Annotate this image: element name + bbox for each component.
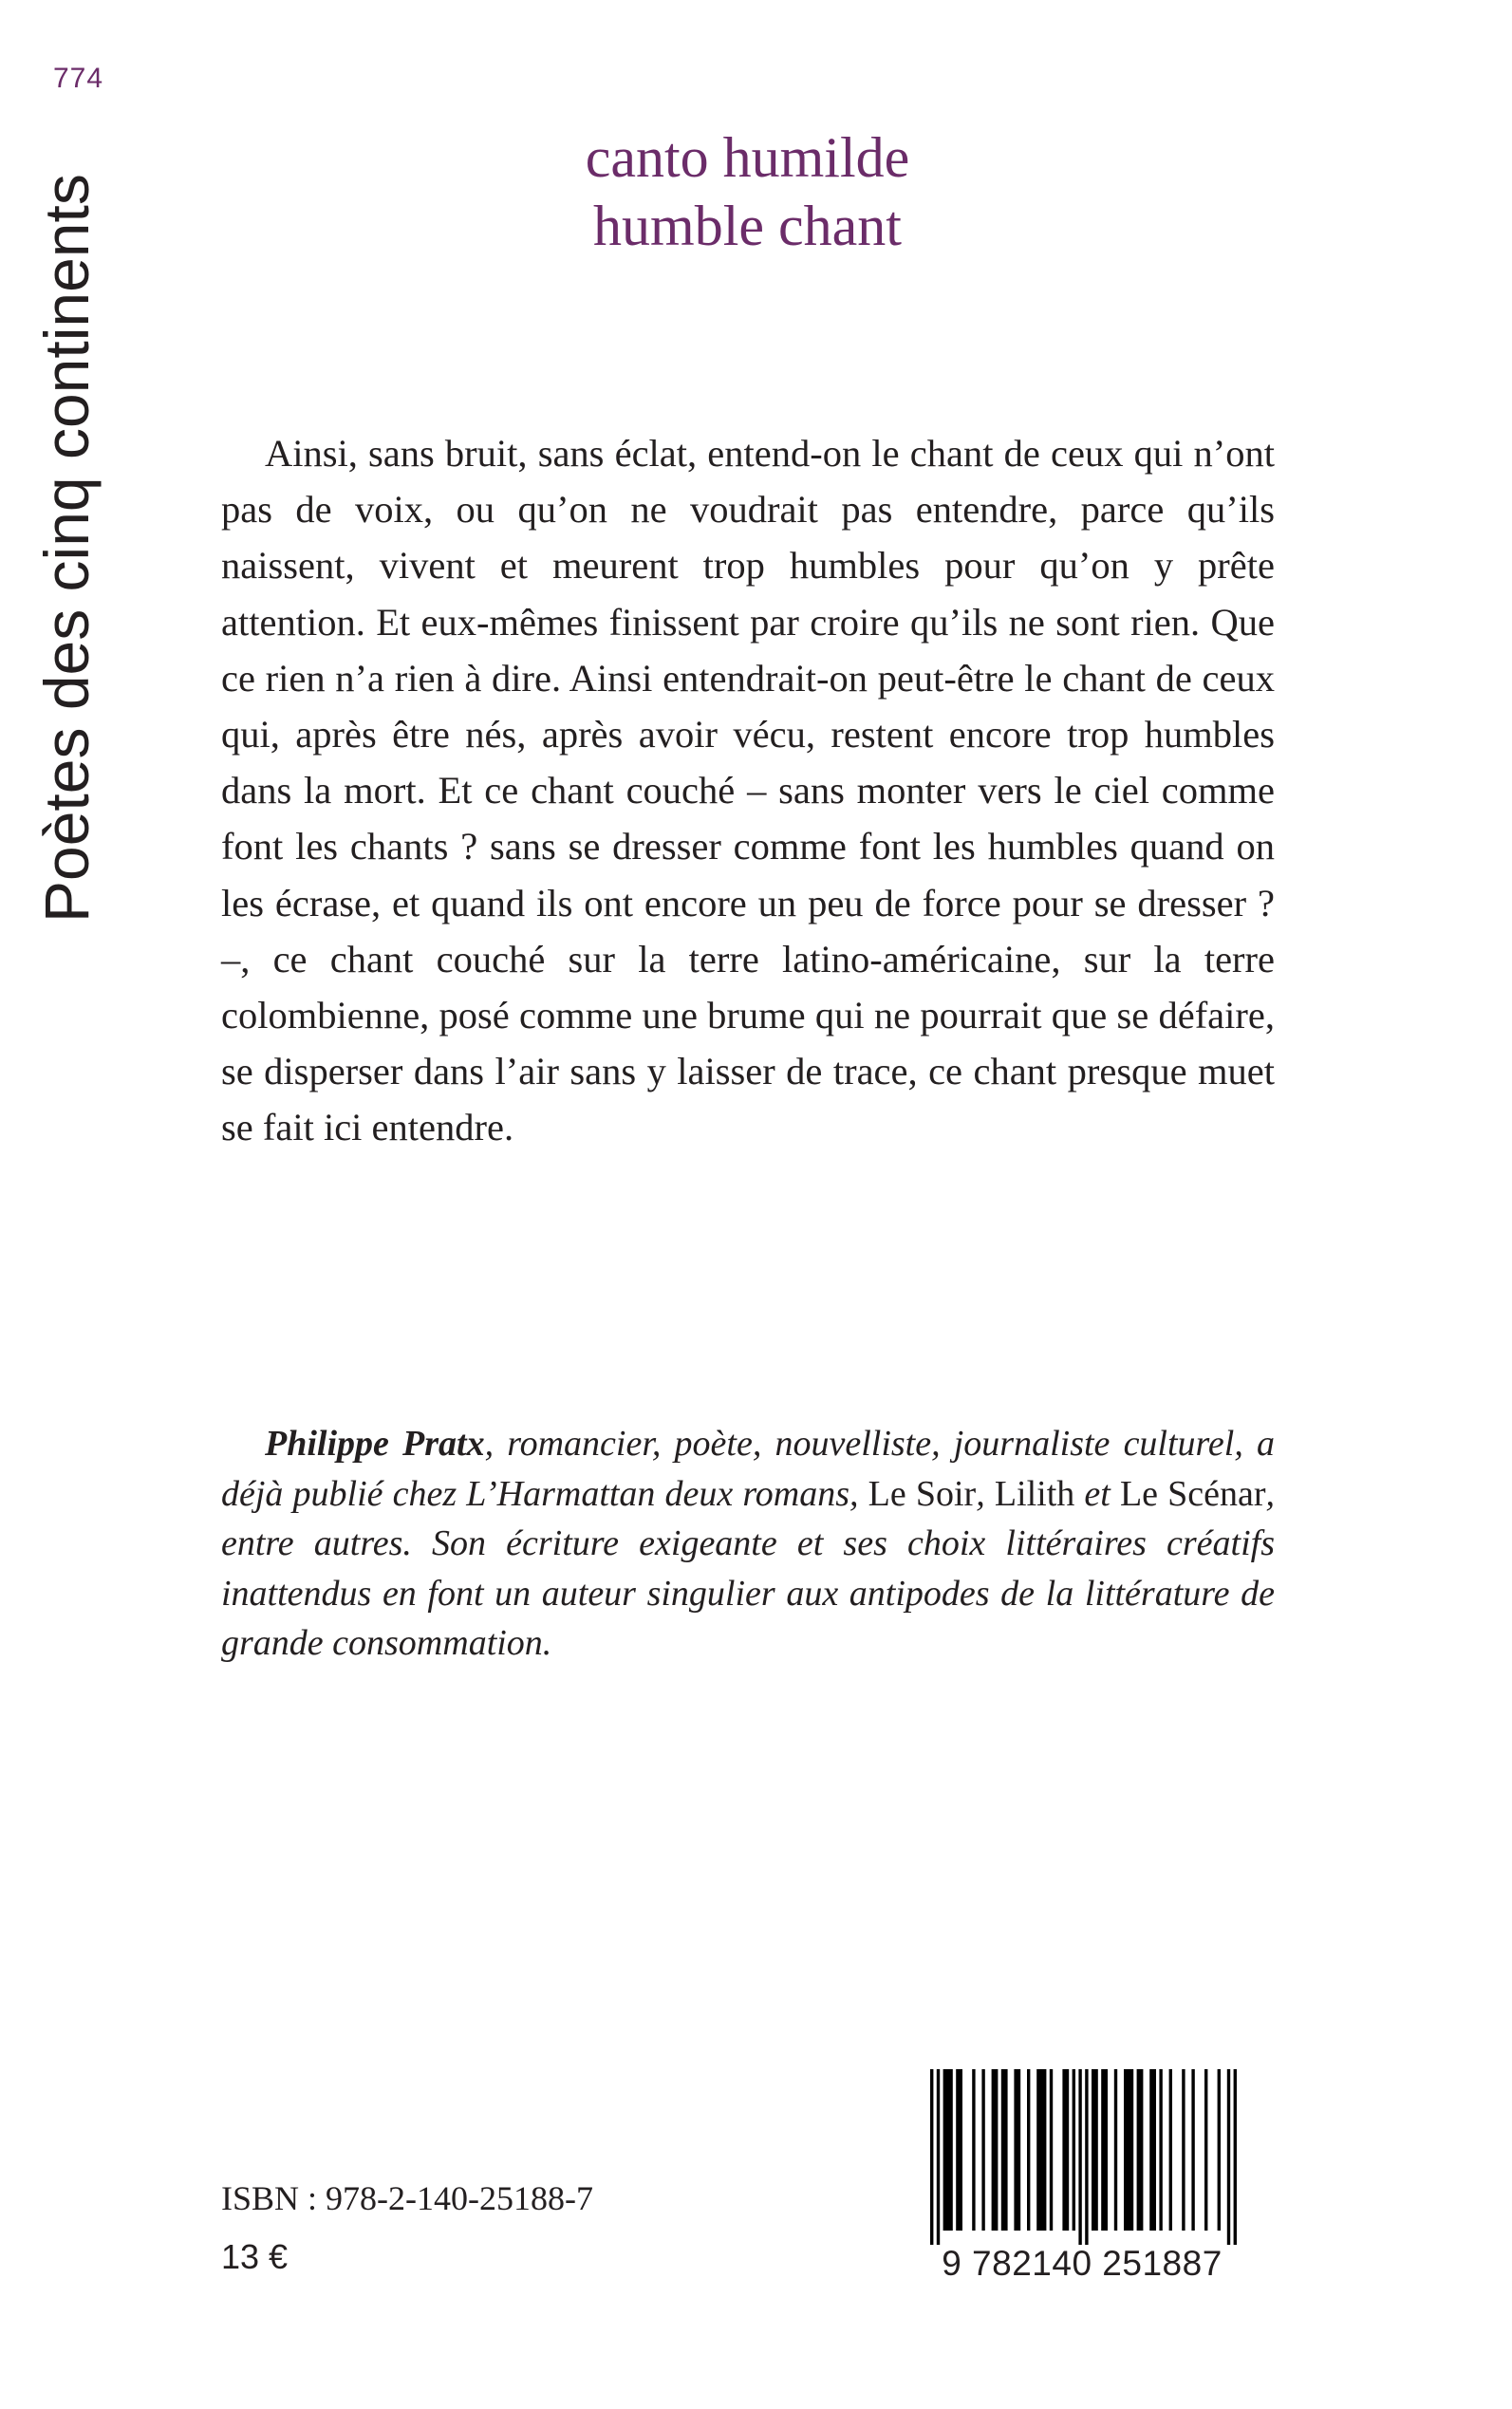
isbn: ISBN : 978-2-140-25188-7 <box>221 2179 593 2217</box>
barcode-bar <box>972 2069 975 2231</box>
book-title <box>456 123 1039 260</box>
bio-text-2: , <box>976 1473 985 1514</box>
barcode-bar <box>1036 2069 1046 2231</box>
barcode-bar <box>981 2069 984 2231</box>
barcode-bar <box>1169 2069 1172 2231</box>
barcode-bar <box>1149 2069 1156 2231</box>
bio-text-1: , romancier, poète, nouvelliste, journaliste culturel, a déjà publié chez L’Harmattan deux romans, <box>221 1424 1275 1514</box>
barcode-bar <box>930 2069 933 2245</box>
barcode-bar <box>1114 2069 1117 2231</box>
barcode-bar <box>1050 2069 1053 2231</box>
title-spanish: canto humilde <box>585 126 910 189</box>
barcode-bar <box>1062 2069 1069 2231</box>
barcode-bars <box>892 2069 1272 2245</box>
bio-text-4: , entre autres. Son écriture exigeante et ses choix littéraires créatifs inattendus en font un auteur singulier aux antipodes de la littérature de grande consommation. <box>221 1473 1276 1663</box>
barcode-bar <box>1085 2069 1088 2245</box>
barcode <box>892 2069 1272 2293</box>
barcode-bar <box>1234 2069 1237 2245</box>
bio-book-3: Le Scénar <box>1119 1473 1266 1514</box>
barcode-digits: 9 782140 251887 <box>942 2244 1223 2283</box>
barcode-bar <box>1073 2069 1075 2231</box>
barcode-bar <box>1227 2069 1230 2245</box>
barcode-bar <box>937 2069 940 2245</box>
barcode-bar <box>992 2069 999 2231</box>
barcode-bar <box>1001 2069 1008 2231</box>
barcode-bar <box>1159 2069 1162 2231</box>
barcode-bar <box>1092 2069 1098 2231</box>
barcode-bar <box>1182 2069 1185 2231</box>
barcode-bar <box>943 2069 953 2231</box>
title-french: humble chant <box>593 195 902 257</box>
price: 13 € <box>221 2237 289 2276</box>
bio-book-2: Lilith <box>994 1473 1075 1514</box>
barcode-bar <box>956 2069 962 2231</box>
series-number: 774 <box>53 63 104 94</box>
series-title: Poètes des cinq continents <box>31 174 102 923</box>
author-bio <box>221 1419 1275 1669</box>
barcode-bar <box>1014 2069 1020 2231</box>
bio-book-1: Le Soir <box>868 1473 977 1514</box>
barcode-bar <box>1027 2069 1030 2231</box>
barcode-bar <box>1218 2069 1221 2231</box>
barcode-bar <box>1137 2069 1144 2231</box>
barcode-bar <box>1124 2069 1133 2231</box>
barcode-bar <box>1101 2069 1108 2231</box>
barcode-bar <box>1191 2069 1194 2231</box>
back-cover-blurb: Ainsi, sans bruit, sans éclat, entend-on le chant de ceux qui n’ont pas de voix, ou qu’on ne voudrait pas entendre, parce qu’ils naissent, vivent et meurent trop humbles pour qu’on y prête attention. Et eux-mêmes finissent par croire qu’ils ne sont rien. Que ce rien n’a rien à dire. Ainsi entendrait-on peut-être le chant de ceux qui, après être nés, après avoir vécu, restent encore trop humbles dans la mort. Et ce chant couché – sans monter vers le ciel comme font les chants ? sans se dresser comme font les humbles quand on les écrase, et quand ils ont encore un peu de force pour se dresser ? –, ce chant couché sur la terre latino-américaine, sur la terre colombienne, posé comme une brume qui ne pourrait que se défaire, se disperser dans l’air sans y laisser de trace, ce chant presque muet se fait ici entendre. <box>221 432 1275 1149</box>
bio-text-3: et <box>1084 1473 1111 1514</box>
barcode-bar <box>1078 2069 1081 2245</box>
barcode-bar <box>1204 2069 1207 2231</box>
author-name: Philippe Pratx <box>265 1424 485 1464</box>
